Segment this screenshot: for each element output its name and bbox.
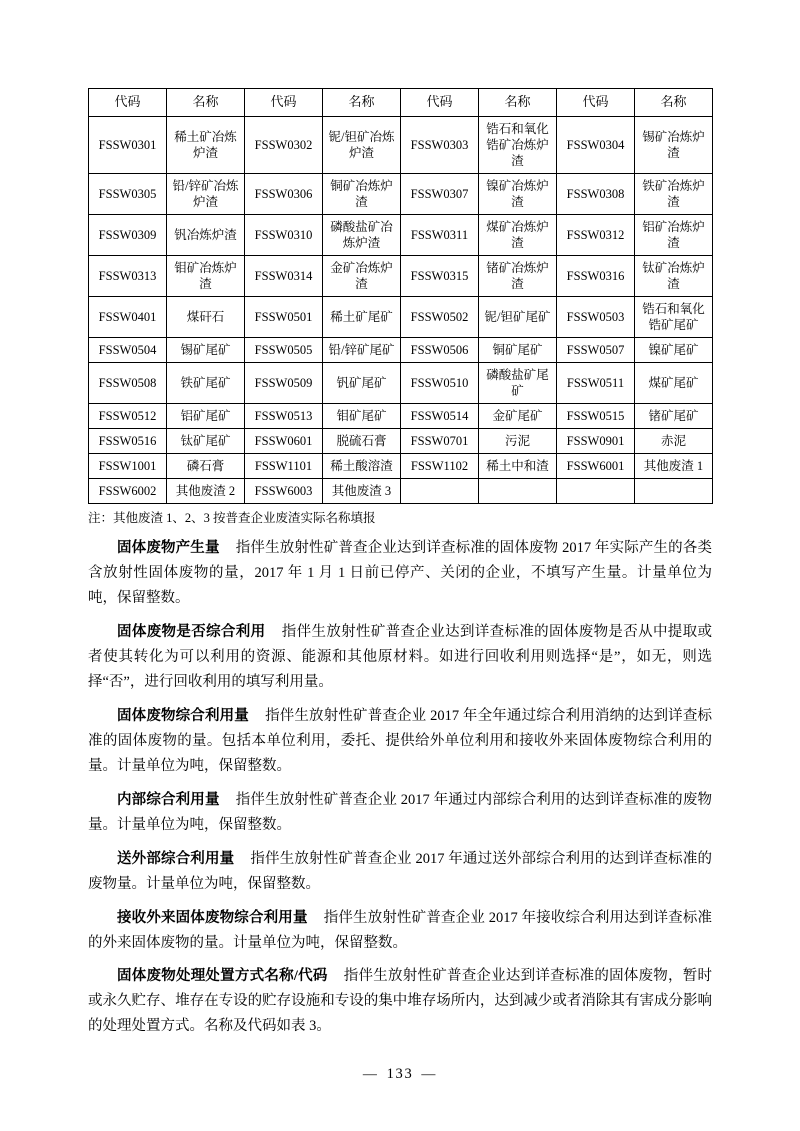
term-description: 指伴生放射性矿普查企业 2017 年通过内部综合利用的达到详查标准的废物量。计量单位为吨，保留整数。 <box>88 791 713 833</box>
table-cell: 铁矿冶炼炉渣 <box>635 173 713 214</box>
table-cell: FSSW0505 <box>245 337 323 362</box>
table-cell: 磷酸盐矿冶炼炉渣 <box>323 214 401 255</box>
table-cell: FSSW0308 <box>557 173 635 214</box>
table-cell: 磷酸盐矿尾矿 <box>479 362 557 403</box>
table-cell: FSSW6002 <box>89 478 167 503</box>
table-cell: 稀土矿冶炼炉渣 <box>167 116 245 173</box>
table-cell: 脱硫石膏 <box>323 428 401 453</box>
term-label: 固体废物产生量 <box>117 540 220 557</box>
table-cell: 铁矿尾矿 <box>167 362 245 403</box>
table-cell: 其他废渣 3 <box>323 478 401 503</box>
table-cell <box>479 478 557 503</box>
table-cell: 锆石和氧化锆矿尾矿 <box>635 296 713 337</box>
table-cell: FSSW0501 <box>245 296 323 337</box>
table-row <box>89 478 713 503</box>
table-row <box>89 296 713 337</box>
definition-paragraph <box>88 964 712 1039</box>
table-cell: FSSW0512 <box>89 403 167 428</box>
table-header-row <box>89 89 713 117</box>
table-cell: FSSW0302 <box>245 116 323 173</box>
table-cell: FSSW6003 <box>245 478 323 503</box>
table-cell: 锡矿尾矿 <box>167 337 245 362</box>
table-cell: FSSW0314 <box>245 255 323 296</box>
table-cell: FSSW0301 <box>89 116 167 173</box>
table-cell: 磷石膏 <box>167 453 245 478</box>
table-header-cell: 代码 <box>557 89 635 117</box>
table-cell: 锡矿冶炼炉渣 <box>635 116 713 173</box>
definition-paragraph <box>88 906 712 956</box>
table-header-cell: 代码 <box>401 89 479 117</box>
page-footer <box>0 1066 800 1083</box>
footer-right-dash: — <box>421 1067 438 1082</box>
waste-code-table <box>88 88 713 504</box>
table-cell: 其他废渣 2 <box>167 478 245 503</box>
table-cell: 铝矿尾矿 <box>167 403 245 428</box>
table-cell: FSSW0509 <box>245 362 323 403</box>
table-cell: FSSW0309 <box>89 214 167 255</box>
table-cell: 锆石和氧化锆矿冶炼炉渣 <box>479 116 557 173</box>
table-cell <box>401 478 479 503</box>
table-cell: 钼矿尾矿 <box>323 403 401 428</box>
table-cell: 金矿冶炼炉渣 <box>323 255 401 296</box>
table-cell: FSSW0515 <box>557 403 635 428</box>
table-cell: FSSW0508 <box>89 362 167 403</box>
table-cell: FSSW0513 <box>245 403 323 428</box>
table-cell: 钼矿冶炼炉渣 <box>167 255 245 296</box>
table-cell: FSSW0310 <box>245 214 323 255</box>
table-cell: FSSW0701 <box>401 428 479 453</box>
table-cell: 钛矿冶炼炉渣 <box>635 255 713 296</box>
term-label: 固体废物是否综合利用 <box>117 624 266 641</box>
table-cell: 钛矿尾矿 <box>167 428 245 453</box>
table-cell: FSSW0514 <box>401 403 479 428</box>
table-cell: 铜矿尾矿 <box>479 337 557 362</box>
table-header-cell: 名称 <box>479 89 557 117</box>
table-cell: 稀土中和渣 <box>479 453 557 478</box>
table-cell: FSSW0504 <box>89 337 167 362</box>
table-header-cell: 名称 <box>323 89 401 117</box>
table-row <box>89 173 713 214</box>
term-label: 内部综合利用量 <box>117 791 220 808</box>
table-cell: FSSW6001 <box>557 453 635 478</box>
table-cell: 铌/钽矿冶炼炉渣 <box>323 116 401 173</box>
term-description: 指伴生放射性矿普查企业 2017 年全年通过综合利用消纳的达到详查标准的固体废物的量。包括本单位利用，委托、提供给外单位利用和接收外来固体废物综合利用的量。计量单位为吨，保留整数。 <box>88 708 713 774</box>
table-cell: FSSW0502 <box>401 296 479 337</box>
definition-paragraph <box>88 620 712 695</box>
table-cell: 锗矿冶炼炉渣 <box>479 255 557 296</box>
table-cell: FSSW0303 <box>401 116 479 173</box>
table-cell: FSSW1001 <box>89 453 167 478</box>
table-header-cell: 名称 <box>167 89 245 117</box>
term-description: 指伴生放射性矿普查企业 2017 年接收综合利用达到详查标准的外来固体废物的量。计量单位为吨，保留整数。 <box>88 909 713 951</box>
table-cell: 煤矸石 <box>167 296 245 337</box>
table-cell: 稀土酸溶渣 <box>323 453 401 478</box>
table-cell: 煤矿尾矿 <box>635 362 713 403</box>
table-cell: FSSW1102 <box>401 453 479 478</box>
table-cell: FSSW0312 <box>557 214 635 255</box>
table-cell: FSSW0401 <box>89 296 167 337</box>
table-note: 注：其他废渣 1、2、3 按普查企业废渣实际名称填报 <box>88 510 376 525</box>
table-cell: 赤泥 <box>635 428 713 453</box>
table-cell: 锗矿尾矿 <box>635 403 713 428</box>
table-cell: 污泥 <box>479 428 557 453</box>
page-number: 133 <box>386 1066 414 1082</box>
footer-left-dash: — <box>362 1067 379 1082</box>
table-cell: 镍矿冶炼炉渣 <box>479 173 557 214</box>
table-cell: FSSW0506 <box>401 337 479 362</box>
table-row <box>89 116 713 173</box>
table-cell: 钒冶炼炉渣 <box>167 214 245 255</box>
table-cell: FSSW0601 <box>245 428 323 453</box>
table-cell: 铌/钽矿尾矿 <box>479 296 557 337</box>
table-cell: 铅/锌矿尾矿 <box>323 337 401 362</box>
table-cell: FSSW0305 <box>89 173 167 214</box>
table-row <box>89 403 713 428</box>
table-cell: FSSW0306 <box>245 173 323 214</box>
term-description: 指伴生放射性矿普查企业达到详查标准的固体废物，暂时或永久贮存、堆存在专设的贮存设施和专设的集中堆存场所内，达到减少或者消除其有害成分影响的处理处置方式。名称及代码如表 3。 <box>88 968 713 1035</box>
table-cell: FSSW0503 <box>557 296 635 337</box>
table-cell: 镍矿尾矿 <box>635 337 713 362</box>
definition-paragraph <box>88 788 712 838</box>
table-cell: 金矿尾矿 <box>479 403 557 428</box>
table-row <box>89 337 713 362</box>
table-cell: FSSW0507 <box>557 337 635 362</box>
table-cell: 煤矿冶炼炉渣 <box>479 214 557 255</box>
table-cell: FSSW0516 <box>89 428 167 453</box>
table-cell <box>635 478 713 503</box>
term-label: 固体废物综合利用量 <box>117 708 249 724</box>
table-cell: FSSW0510 <box>401 362 479 403</box>
definition-paragraph <box>88 704 712 779</box>
term-description: 指伴生放射性矿普查企业达到详查标准的固体废物 2017 年实际产生的各类含放射性固体废物的量，2017 年 1 月 1 日前已停产、关闭的企业，不填写产生量。计量单位为吨，保留整数。 <box>88 540 713 607</box>
table-cell: FSSW0901 <box>557 428 635 453</box>
table-cell: FSSW0311 <box>401 214 479 255</box>
definition-paragraph <box>88 536 712 611</box>
table-row <box>89 428 713 453</box>
table-cell: FSSW0511 <box>557 362 635 403</box>
table-row <box>89 453 713 478</box>
table-cell: 铝矿冶炼炉渣 <box>635 214 713 255</box>
table-cell: 钒矿尾矿 <box>323 362 401 403</box>
table-cell: 其他废渣 1 <box>635 453 713 478</box>
table-row <box>89 362 713 403</box>
table-cell: 铜矿冶炼炉渣 <box>323 173 401 214</box>
table-cell: FSSW0316 <box>557 255 635 296</box>
table-cell: FSSW0313 <box>89 255 167 296</box>
table-cell <box>557 478 635 503</box>
table-cell: FSSW0304 <box>557 116 635 173</box>
table-header-cell: 名称 <box>635 89 713 117</box>
table-row <box>89 214 713 255</box>
definition-paragraph <box>88 847 712 897</box>
table-cell: FSSW1101 <box>245 453 323 478</box>
table-row <box>89 255 713 296</box>
table-header-cell: 代码 <box>89 89 167 117</box>
term-label: 固体废物处理处置方式名称/代码 <box>117 968 328 985</box>
term-description: 指伴生放射性矿普查企业 2017 年通过送外部综合利用的达到详查标准的废物量。计量单位为吨，保留整数。 <box>88 850 712 892</box>
term-description: 指伴生放射性矿普查企业达到详查标准的固体废物是否从中提取或者使其转化为可以利用的资源、能源和其他原材料。如进行回收利用则选择“是”，如无，则选择“否”，进行回收利用的填写利用量。 <box>88 624 713 691</box>
table-cell: 稀土矿尾矿 <box>323 296 401 337</box>
table-cell: FSSW0307 <box>401 173 479 214</box>
table-header-cell: 代码 <box>245 89 323 117</box>
table-cell: 铅/锌矿冶炼炉渣 <box>167 173 245 214</box>
term-label: 送外部综合利用量 <box>117 850 235 867</box>
table-cell: FSSW0315 <box>401 255 479 296</box>
term-label: 接收外来固体废物综合利用量 <box>117 909 308 926</box>
